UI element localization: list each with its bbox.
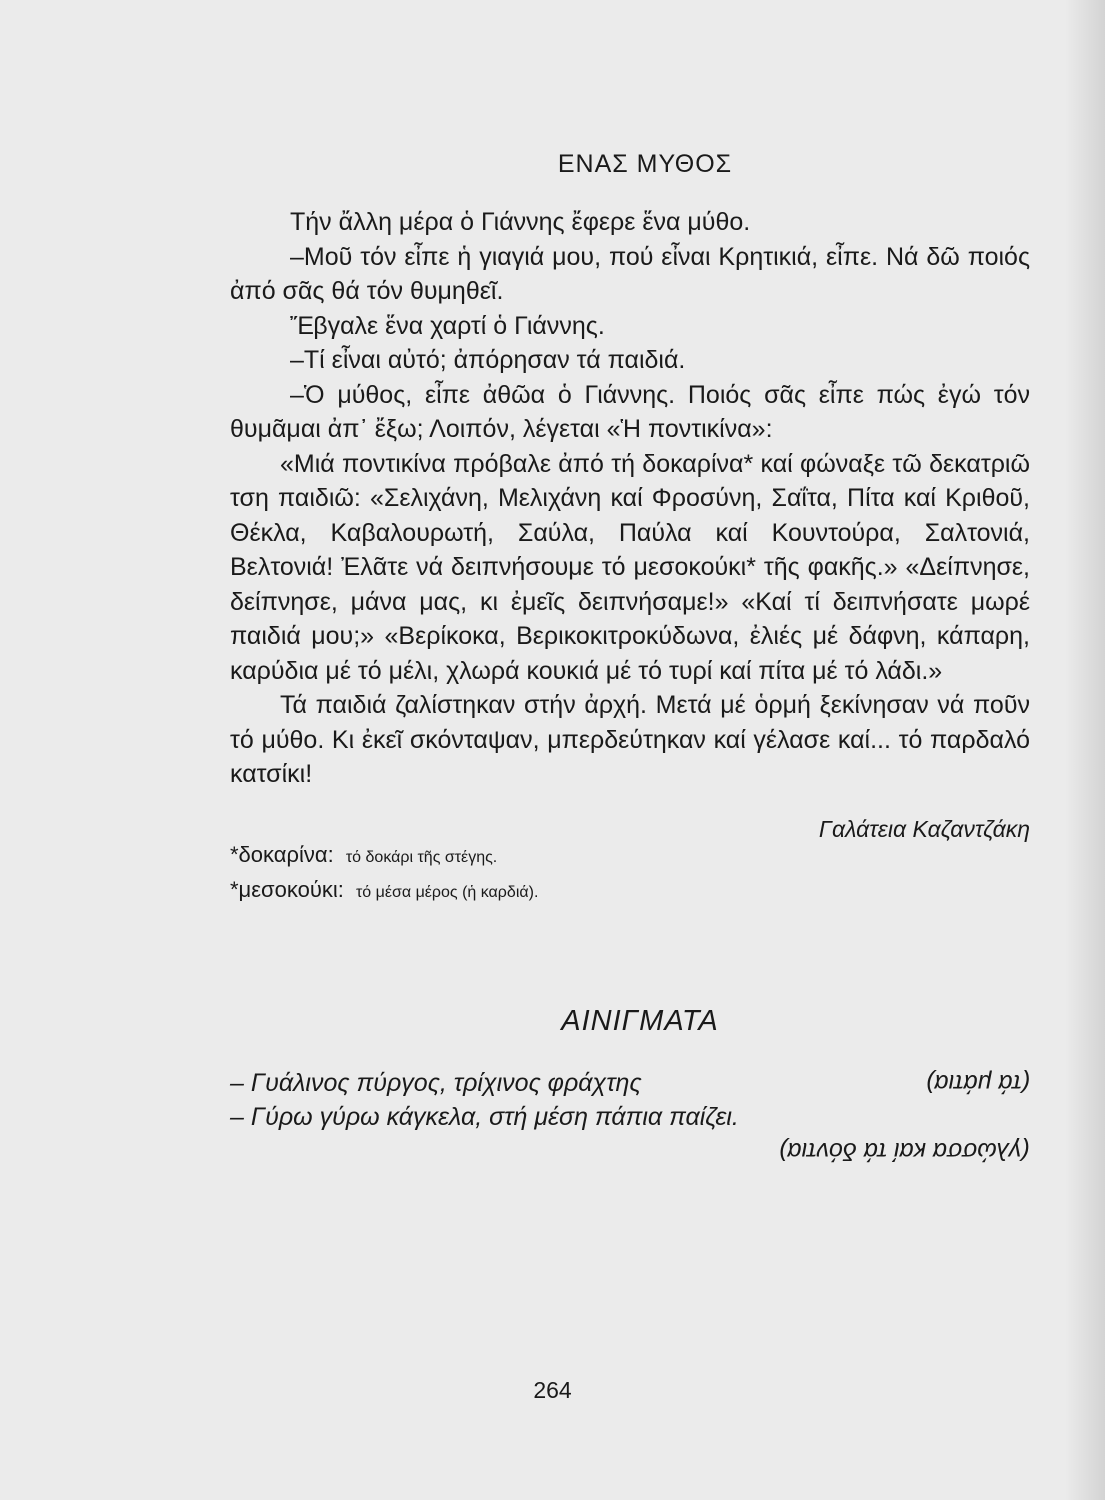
riddle-answer-upside-down: (γλώσσα καί τά δόντια)	[779, 1136, 1030, 1165]
riddle-1	[230, 1066, 1030, 1100]
riddle-2	[230, 1100, 1030, 1134]
story-paragraph-4: –Τί εἶναι αὐτό; ἀπόρησαν τά παιδιά.	[290, 346, 686, 374]
footnote-definition: τό δοκάρι τῆς στέγης.	[345, 848, 498, 866]
footnote-2	[230, 874, 1030, 909]
story-paragraph-3: Ἔβγαλε ἕνα χαρτί ὁ Γιάννης.	[290, 311, 605, 340]
footnote-term: *δοκαρίνα:	[230, 841, 334, 867]
story-paragraph-7: Τά παιδιά ζαλίστηκαν στήν ἀρχή. Μετά μέ ὁρμή ξεκίνησαν νά ποῦν τό μύθο. Κι ἐκεῖ σκόνταψαν, μπερδεύτηκαν καί γέλασε καί... τό παρδαλό κατσίκι!	[230, 691, 1030, 788]
author-signature: Γαλάτεια Καζαντζάκη	[818, 815, 1030, 842]
page-number: 264	[533, 1377, 572, 1403]
footnote-1	[230, 839, 1030, 874]
footnote-definition: τό μέσα μέρος (ἡ καρδιά).	[355, 883, 539, 901]
riddles-list	[230, 1066, 1030, 1168]
story-paragraph-2: –Μοῦ τόν εἶπε ἡ γιαγιά μου, πού εἶναι Κρητικιά, εἶπε. Νά δῶ ποιός ἀπό σᾶς θά τόν θυμηθεῖ.	[230, 242, 1030, 305]
riddle-2-answer-line	[230, 1134, 1030, 1168]
riddle-question: – Γύρω γύρω κάγκελα, στή μέση πάπια παίζει.	[230, 1102, 739, 1131]
story-paragraph-1: Τήν ἄλλη μέρα ὁ Γιάννης ἔφερε ἕνα μύθο.	[290, 208, 751, 236]
story-title: ΕΝΑΣ ΜΥΘΟΣ	[557, 150, 733, 178]
story-paragraph-5: –Ὁ μύθος, εἶπε ἀθῶα ὁ Γιάννης. Ποιός σᾶς εἶπε πώς ἐγώ τόν θυμᾶμαι ἀπ᾽ ἔξω; Λοιπόν, λέγεται «Ἡ ποντικίνα»:	[230, 380, 1030, 443]
riddle-question: – Γυάλινος πύργος, τρίχινος φράχτης	[230, 1068, 642, 1097]
page-edge-shadow	[1065, 0, 1105, 1500]
riddles-title: ΑΙΝΙΓΜΑΤΑ	[561, 1004, 719, 1037]
footnote-term: *μεσοκούκι:	[230, 876, 344, 902]
page-content	[230, 150, 1030, 1168]
story-paragraph-6: «Μιά ποντικίνα πρόβαλε ἀπό τή δοκαρίνα* καί φώναξε τῶ δεκατριῶ τση παιδιῶ: «Σελιχάνη, Μελιχάνη καί Φροσύνη, Σαΐτα, Πίτα καί Κριθοῦ, Θέκλα, Καβαλουρωτή, Σαύλα, Παύλα καί Κουντούρα, Σαλτονιά, Βελτονιά! Ἐλᾶτε νά δειπνήσουμε τό μεσοκούκι* τῆς φακῆς.» «Δείπνησε, δείπνησε, μάνα μας, κι ἐμεῖς δειπνήσαμε!» «Καί τί δειπνήσατε μωρέ παιδιά μου;» «Βερίκοκα, Βερικοκιτροκύδωνα, ἐλιές μέ δάφνη, κάπαρη, καρύδια μέ τό μέλι, χλωρά κουκιά μέ τό τυρί καί πίτα μέ τό λάδι.»	[230, 449, 1030, 685]
footnotes	[230, 839, 1030, 909]
riddle-answer-upside-down: (τά μάτια)	[926, 1068, 1030, 1097]
